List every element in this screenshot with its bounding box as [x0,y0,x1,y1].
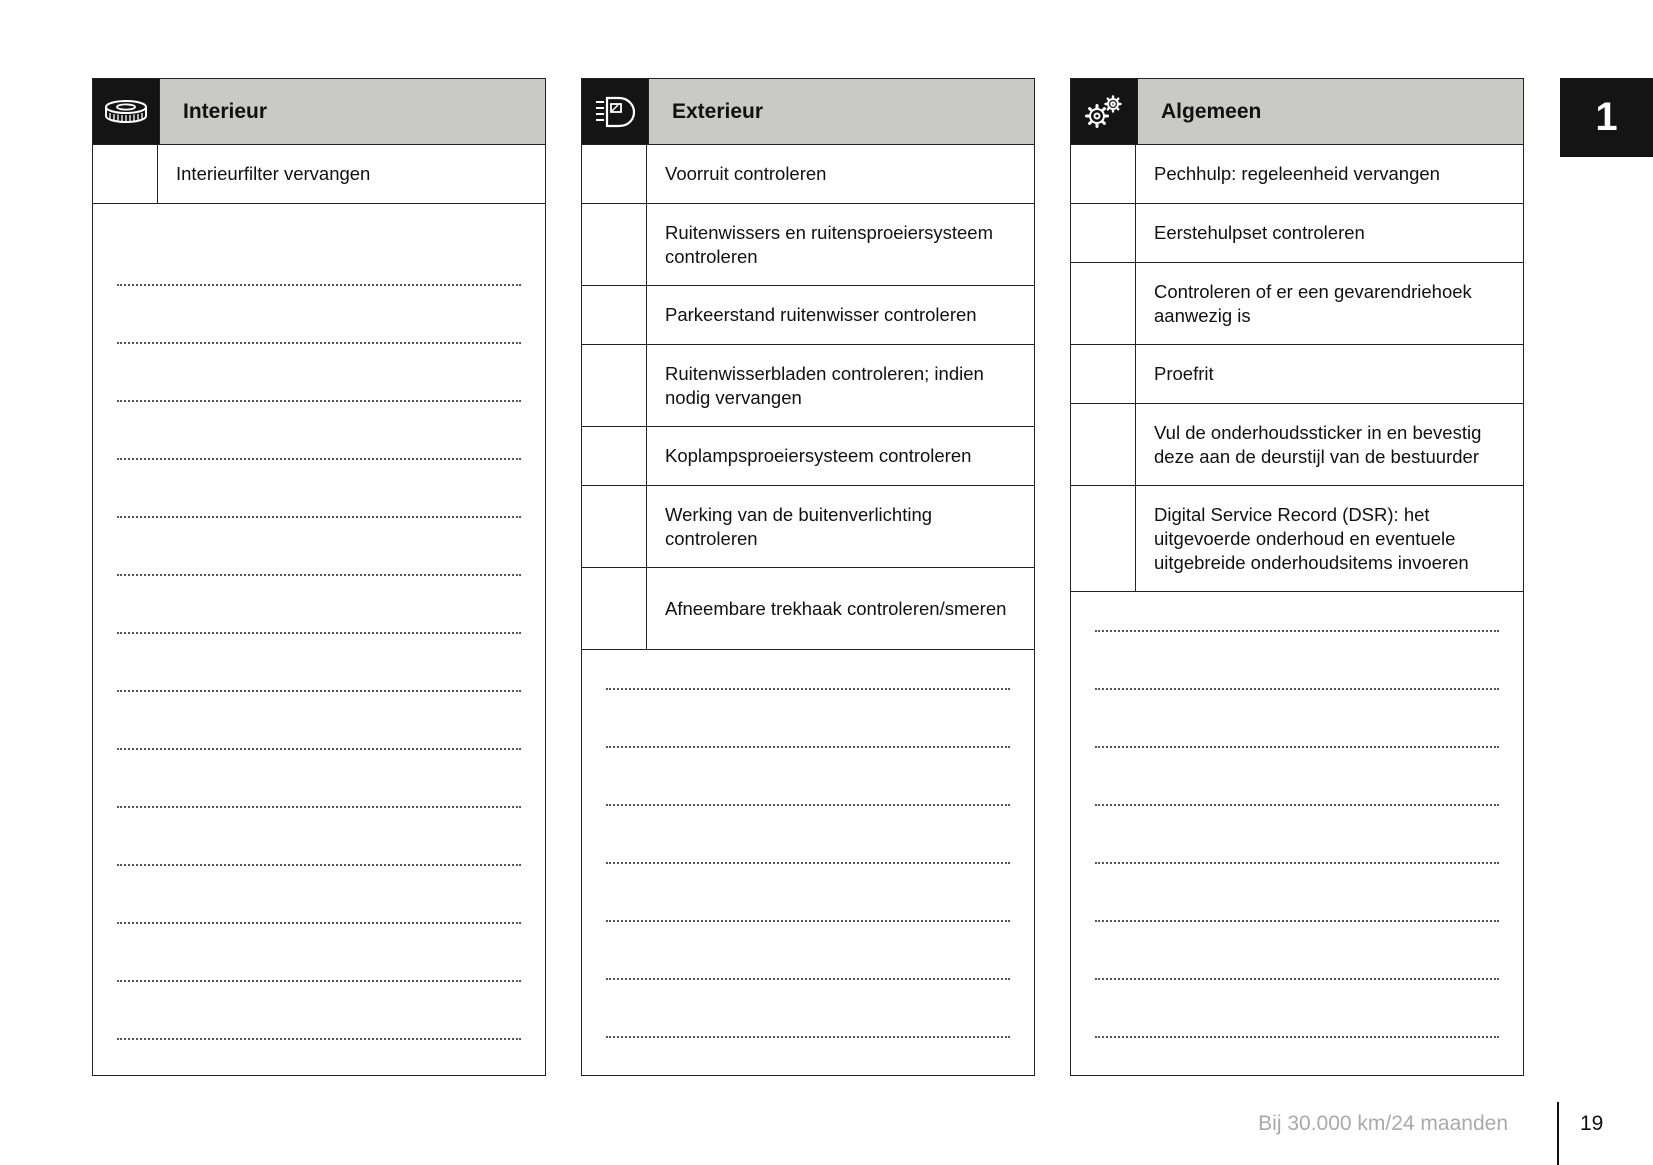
checklist-row [93,145,545,204]
exterieur-title: Exterieur [648,79,1034,144]
checklist-row [582,286,1034,345]
footer-divider [1557,1102,1559,1165]
checklist-item: Vul de onderhoudssticker in en bevestig deze aan de deurstijl van de bestuurder [1154,421,1482,467]
checklist-row [582,427,1034,486]
interieur-title: Interieur [159,79,545,144]
checklist-row [582,145,1034,204]
algemeen-header [1071,79,1523,145]
checkbox-cell[interactable] [1071,486,1136,591]
checkbox-cell[interactable] [93,145,158,203]
checkbox-cell[interactable] [582,568,647,649]
checkbox-cell[interactable] [1071,145,1136,203]
checklist-item: Pechhulp: regeleenheid vervangen [1154,163,1440,184]
checklist-row [1071,404,1523,486]
interieur-header [93,79,545,145]
checklist-row [1071,204,1523,263]
car-front-icon [582,79,648,144]
chapter-tab: 1 [1560,78,1653,157]
notes-area[interactable] [1071,592,1523,1072]
checklist-item: Ruitenwissers en ruitensproeiersysteem controleren [665,221,993,267]
checklist-row [1071,345,1523,404]
checklist-row [1071,145,1523,204]
checklist-row [582,568,1034,650]
checklist-item: Proefrit [1154,363,1214,384]
checkbox-cell[interactable] [582,145,647,203]
checkbox-cell[interactable] [1071,263,1136,344]
checklist-item: Ruitenwisserbladen controleren; indien nodig vervangen [665,362,984,408]
notes-area[interactable] [582,650,1034,1070]
checklist-item: Parkeerstand ruitenwisser controleren [665,304,977,325]
checkbox-cell[interactable] [582,486,647,567]
checkbox-cell[interactable] [1071,204,1136,262]
cabin-filter-icon [93,79,159,144]
checkbox-cell[interactable] [582,345,647,426]
checklist-item: Eerstehulpset controleren [1154,222,1365,243]
checklist-item: Digital Service Record (DSR): het uitgevoerde onderhoud en eventuele uitgebreide onderhoudsitems invoeren [1154,503,1469,573]
gears-icon [1071,79,1137,144]
checklist-row [1071,486,1523,592]
exterieur-panel [581,78,1035,1076]
checkbox-cell[interactable] [582,286,647,344]
checklist-row [1071,263,1523,345]
checklist-row [582,486,1034,568]
algemeen-panel [1070,78,1524,1076]
checkbox-cell[interactable] [1071,404,1136,485]
checklist-item: Koplampsproeiersysteem controleren [665,445,972,466]
checklist-item: Voorruit controleren [665,163,827,184]
notes-area[interactable] [93,204,545,1074]
checklist-item: Afneembare trekhaak controleren/smeren [665,597,1007,619]
interieur-panel [92,78,546,1076]
checklist-row [582,345,1034,427]
checkbox-cell[interactable] [1071,345,1136,403]
checklist-row [582,204,1034,286]
page-number: 19 [1580,1112,1604,1135]
footer-interval: Bij 30.000 km/24 maanden [1258,1112,1508,1135]
checkbox-cell[interactable] [582,427,647,485]
checkbox-cell[interactable] [582,204,647,285]
algemeen-title: Algemeen [1137,79,1523,144]
checklist-item: Controleren of er een gevarendriehoek aanwezig is [1154,280,1472,326]
exterieur-header [582,79,1034,145]
checklist-item: Interieurfilter vervangen [176,163,371,184]
checklist-item: Werking van de buitenverlichting controleren [665,503,933,549]
